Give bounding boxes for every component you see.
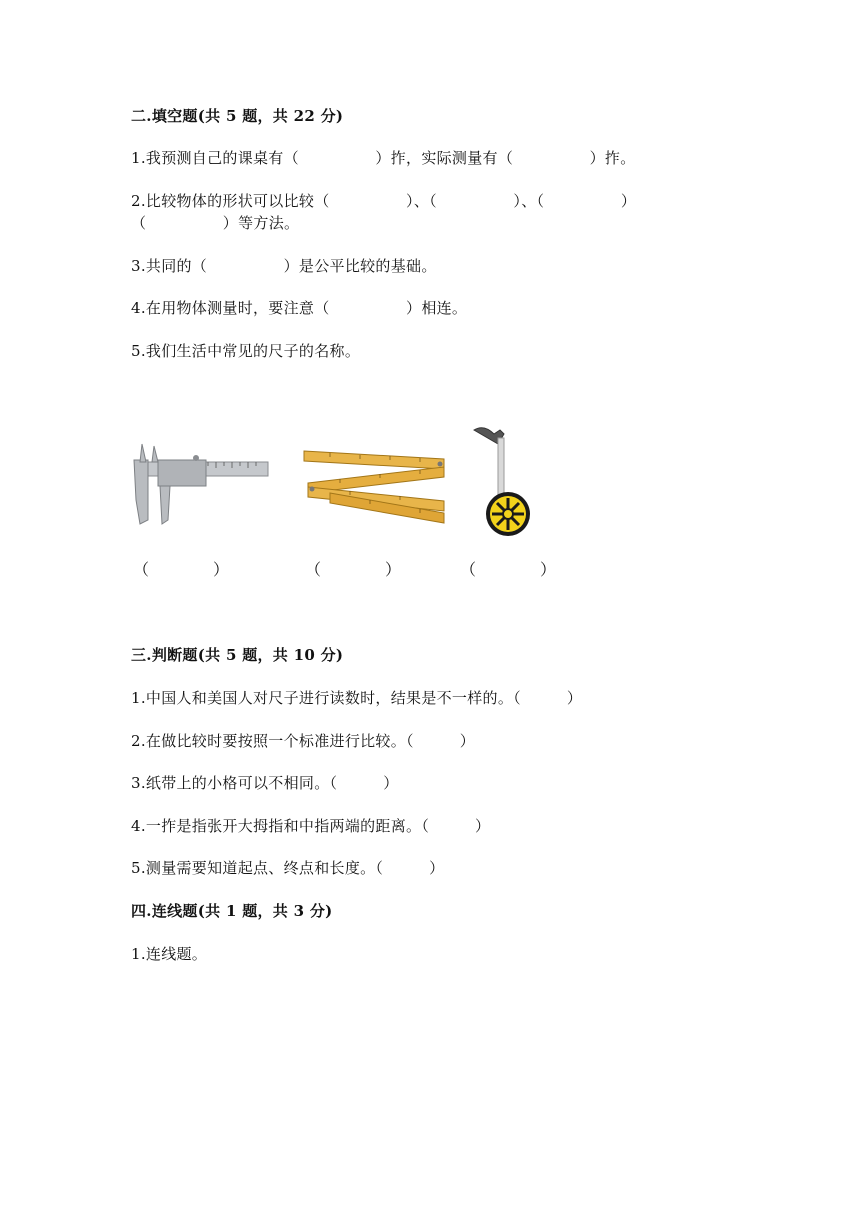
section2-question-3: 3.共同的（ ）是公平比较的基础。 — [131, 257, 437, 275]
section3-question-3: 3.纸带上的小格可以不相同。（ ） — [131, 774, 399, 792]
section3-question-1: 1.中国人和美国人对尺子进行读数时，结果是不一样的。（ ） — [131, 689, 583, 707]
answer-blank-caliper: （ ） — [133, 560, 230, 579]
section2-question-5: 5.我们生活中常见的尺子的名称。 — [131, 342, 361, 360]
section4-question-1: 1.连线题。 — [131, 945, 208, 963]
section2-question-2-line2: （ ）等方法。 — [131, 214, 300, 232]
section3-question-4: 4.一拃是指张开大拇指和中指两端的距离。（ ） — [131, 817, 491, 835]
vernier-caliper-icon — [128, 440, 273, 530]
folding-ruler-icon — [300, 445, 450, 530]
section2-question-2-line1: 2.比较物体的形状可以比较（ ）、（ ）、（ ） — [131, 192, 637, 210]
measuring-wheel-icon — [470, 420, 545, 545]
answer-blank-measuring-wheel: （ ） — [460, 560, 557, 579]
section2-title: 二.填空题(共 5 题，共 22 分) — [131, 107, 344, 125]
section4-title: 四.连线题(共 1 题，共 3 分) — [131, 902, 333, 920]
section2-question-4: 4.在用物体测量时，要注意（ ）相连。 — [131, 299, 468, 317]
section3-title: 三.判断题(共 5 题，共 10 分) — [131, 646, 344, 664]
section3-question-2: 2.在做比较时要按照一个标准进行比较。（ ） — [131, 732, 476, 750]
section2-question-1: 1.我预测自己的课桌有（ ）拃，实际测量有（ ）拃。 — [131, 149, 636, 167]
answer-blank-folding-ruler: （ ） — [305, 560, 402, 579]
section3-question-5: 5.测量需要知道起点、终点和长度。（ ） — [131, 859, 445, 877]
